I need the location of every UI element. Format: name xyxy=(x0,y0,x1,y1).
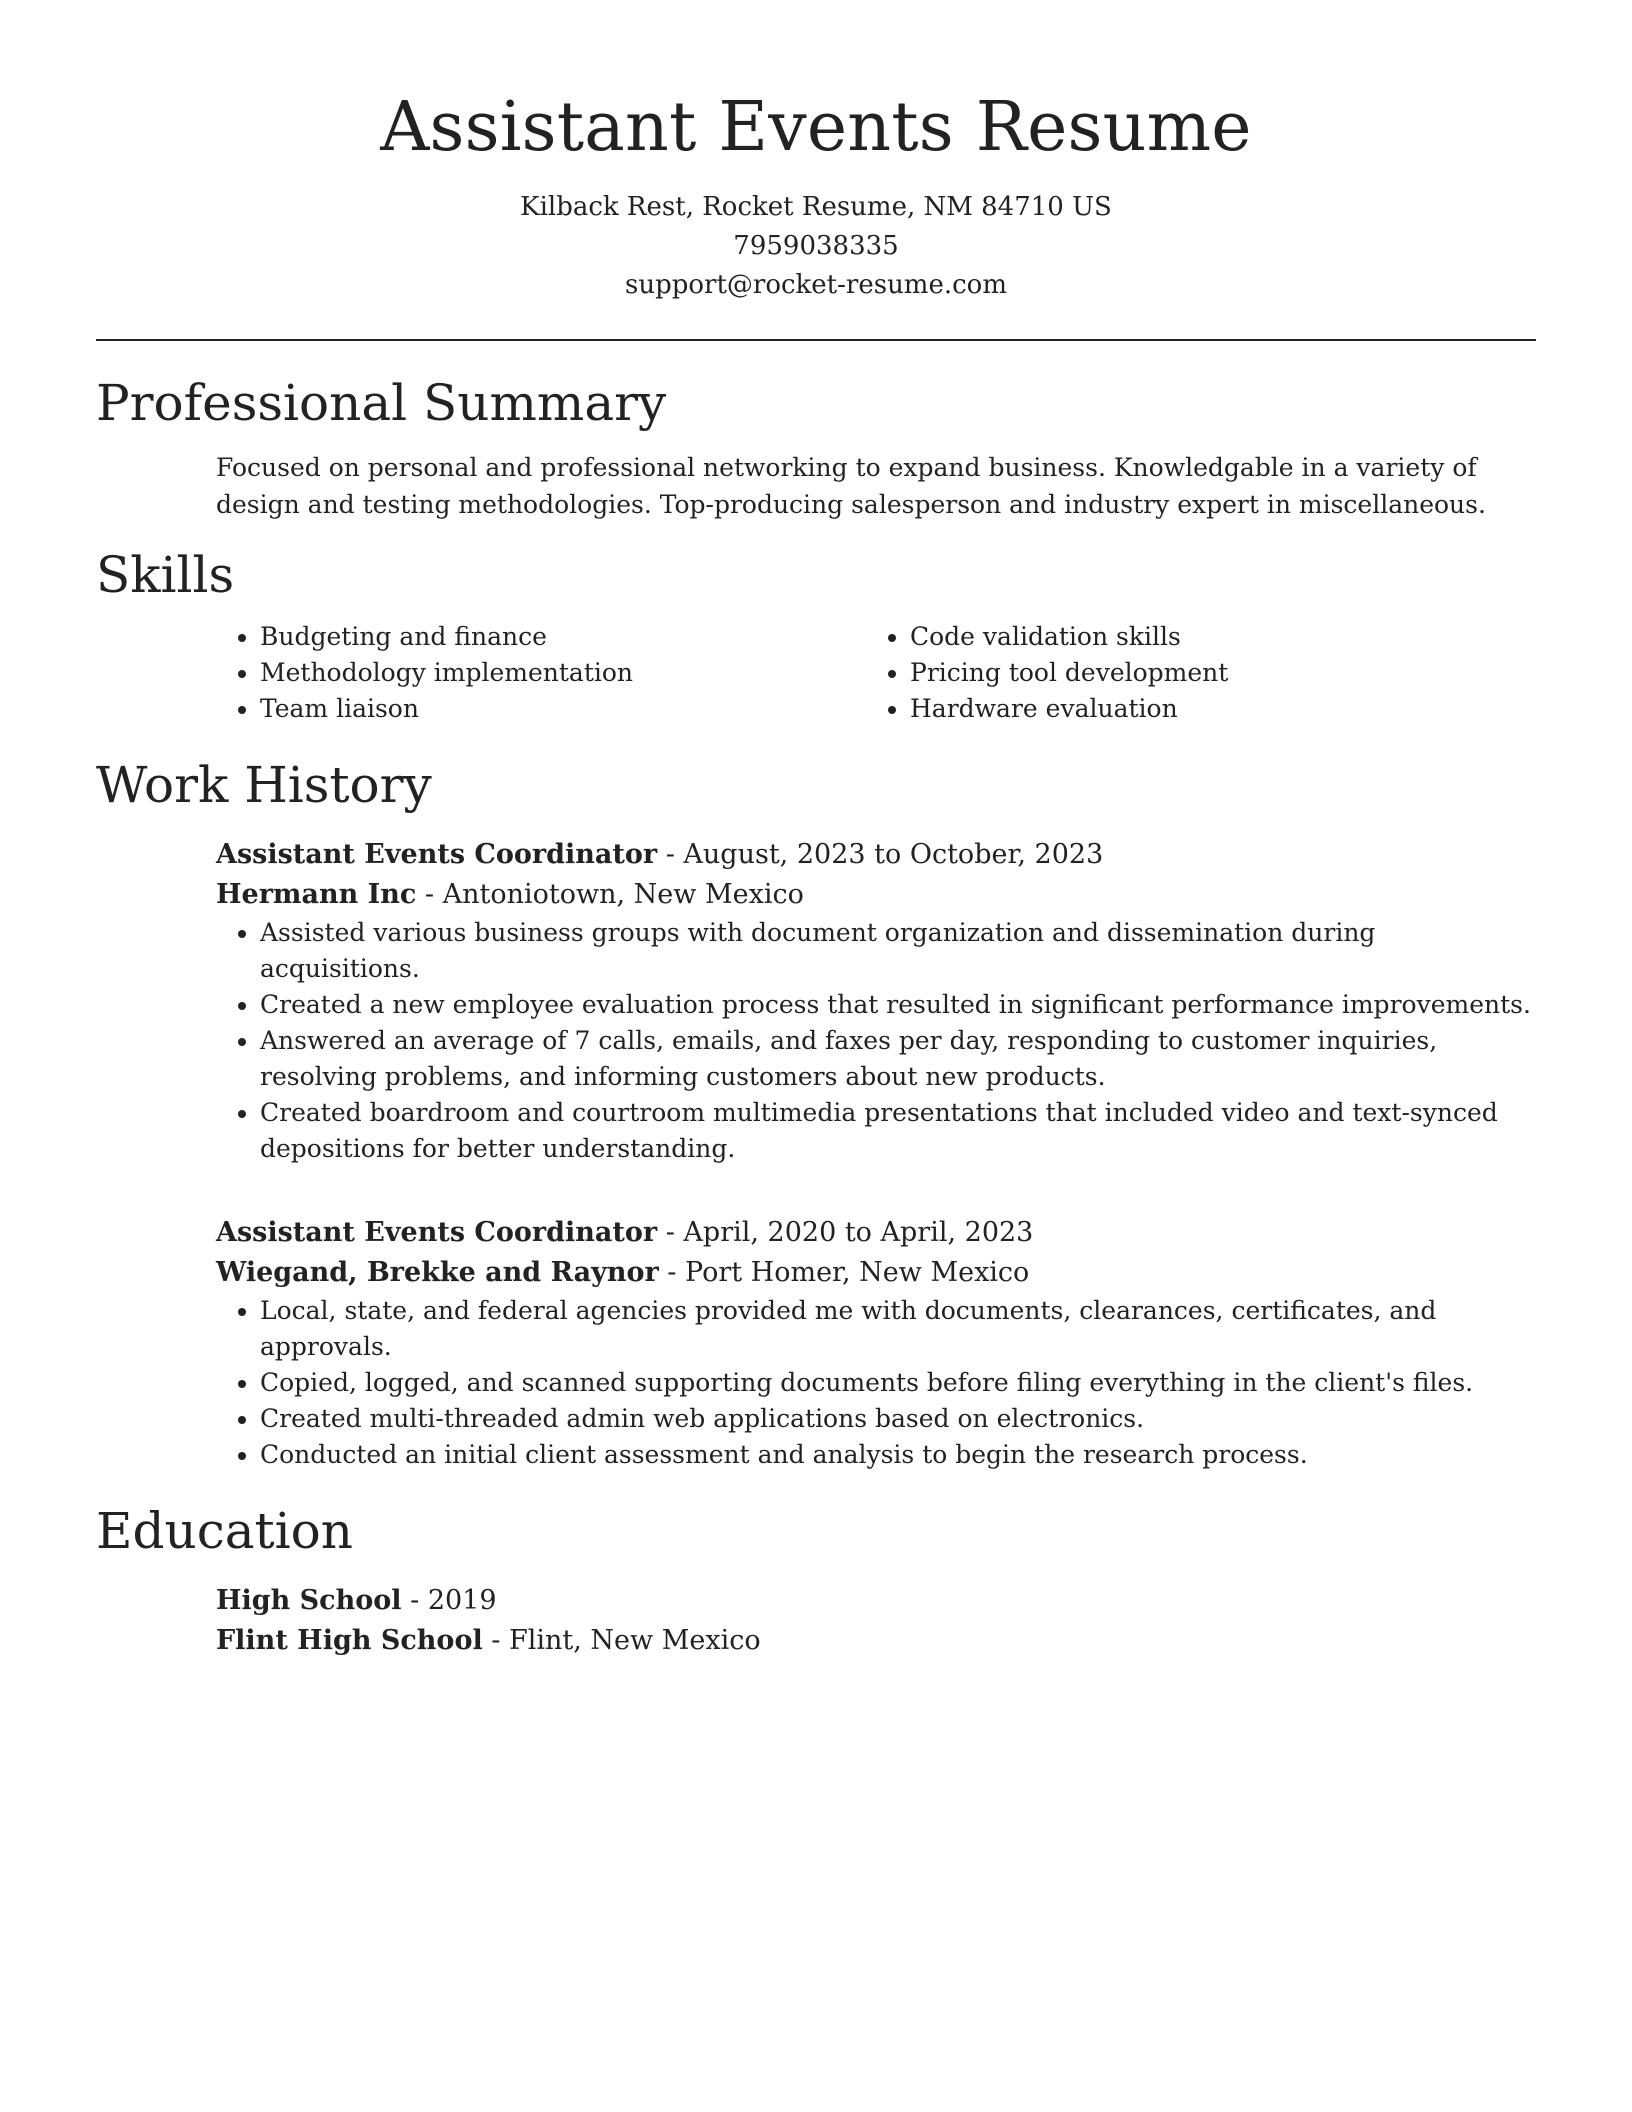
job-duty: • Assisted various business groups with document organization and dissemination during acquisitions. xyxy=(260,915,1536,987)
phone-text: 7959038335 xyxy=(733,231,899,261)
degree: High School xyxy=(216,1585,402,1616)
school-name: Flint High School xyxy=(216,1625,483,1656)
resume-header xyxy=(96,0,1536,305)
job-location: - Antoniotown, New Mexico xyxy=(416,879,804,910)
job-company-line xyxy=(216,1253,1536,1293)
email-text: support@rocket-resume.com xyxy=(624,270,1007,300)
education-entry xyxy=(216,1581,1536,1661)
school-location: - Flint, New Mexico xyxy=(482,1625,761,1656)
job-entry xyxy=(216,1213,1536,1473)
header-divider xyxy=(96,339,1536,341)
job-duty: • Local, state, and federal agencies provided me with documents, clearances, certificates, and approvals. xyxy=(260,1293,1536,1365)
contact-block xyxy=(96,188,1536,305)
skills-grid xyxy=(216,619,1536,727)
work-history-section xyxy=(96,755,1536,1473)
job-dates: - April, 2020 to April, 2023 xyxy=(657,1217,1034,1248)
job-duty: • Created multi-threaded admin web applications based on electronics. xyxy=(260,1401,1536,1437)
skills-list-right xyxy=(866,619,1516,727)
work-history-heading: Work History xyxy=(96,756,432,814)
skills-heading: Skills xyxy=(96,546,235,604)
job-duty: • Conducted an initial client assessment and analysis to begin the research process. xyxy=(260,1437,1536,1473)
job-title-line xyxy=(216,1213,1536,1253)
skill-item: • Budgeting and finance xyxy=(260,619,866,655)
job-company: Wiegand, Brekke and Raynor xyxy=(216,1257,659,1288)
job-duties-list xyxy=(216,1293,1536,1473)
job-company: Hermann Inc xyxy=(216,879,417,910)
job-duty: • Answered an average of 7 calls, emails, and faxes per day, responding to customer inquiries, resolving problems, and informing customers about new products. xyxy=(260,1023,1536,1095)
address-text: Kilback Rest, Rocket Resume, NM 84710 US xyxy=(520,192,1112,222)
skill-item: • Team liaison xyxy=(260,691,866,727)
job-role: Assistant Events Coordinator xyxy=(216,1217,658,1248)
job-location: - Port Homer, New Mexico xyxy=(658,1257,1030,1288)
job-duty: • Copied, logged, and scanned supporting documents before filing everything in the client's files. xyxy=(260,1365,1536,1401)
job-role: Assistant Events Coordinator xyxy=(216,839,658,870)
job-company-line xyxy=(216,875,1536,915)
resume-title: Assistant Events Resume xyxy=(380,88,1252,167)
summary-section xyxy=(96,373,1536,523)
job-duty: • Created a new employee evaluation process that resulted in significant performance improvements. xyxy=(260,987,1536,1023)
skill-item: • Code validation skills xyxy=(910,619,1516,655)
job-dates: - August, 2023 to October, 2023 xyxy=(657,839,1104,870)
skill-item: • Methodology implementation xyxy=(260,655,866,691)
education-section xyxy=(96,1501,1536,1661)
job-duty: • Created boardroom and courtroom multimedia presentations that included video and text-synced depositions for better understanding. xyxy=(260,1095,1536,1167)
summary-text: Focused on personal and professional networking to expand business. Knowledgable in a variety of design and testing methodologies. Top-producing salesperson and industry expert in miscellaneous. xyxy=(216,453,1486,519)
skill-item: • Pricing tool development xyxy=(910,655,1516,691)
skills-section xyxy=(96,545,1536,727)
school-line xyxy=(216,1621,1536,1661)
job-duties-list xyxy=(216,915,1536,1167)
degree-line xyxy=(216,1581,1536,1621)
job-entry xyxy=(216,835,1536,1167)
summary-heading: Professional Summary xyxy=(96,374,667,432)
education-heading: Education xyxy=(96,1502,353,1560)
skill-item: • Hardware evaluation xyxy=(910,691,1516,727)
skills-list-left xyxy=(216,619,866,727)
graduation-year: - 2019 xyxy=(401,1585,497,1616)
job-title-line xyxy=(216,835,1536,875)
